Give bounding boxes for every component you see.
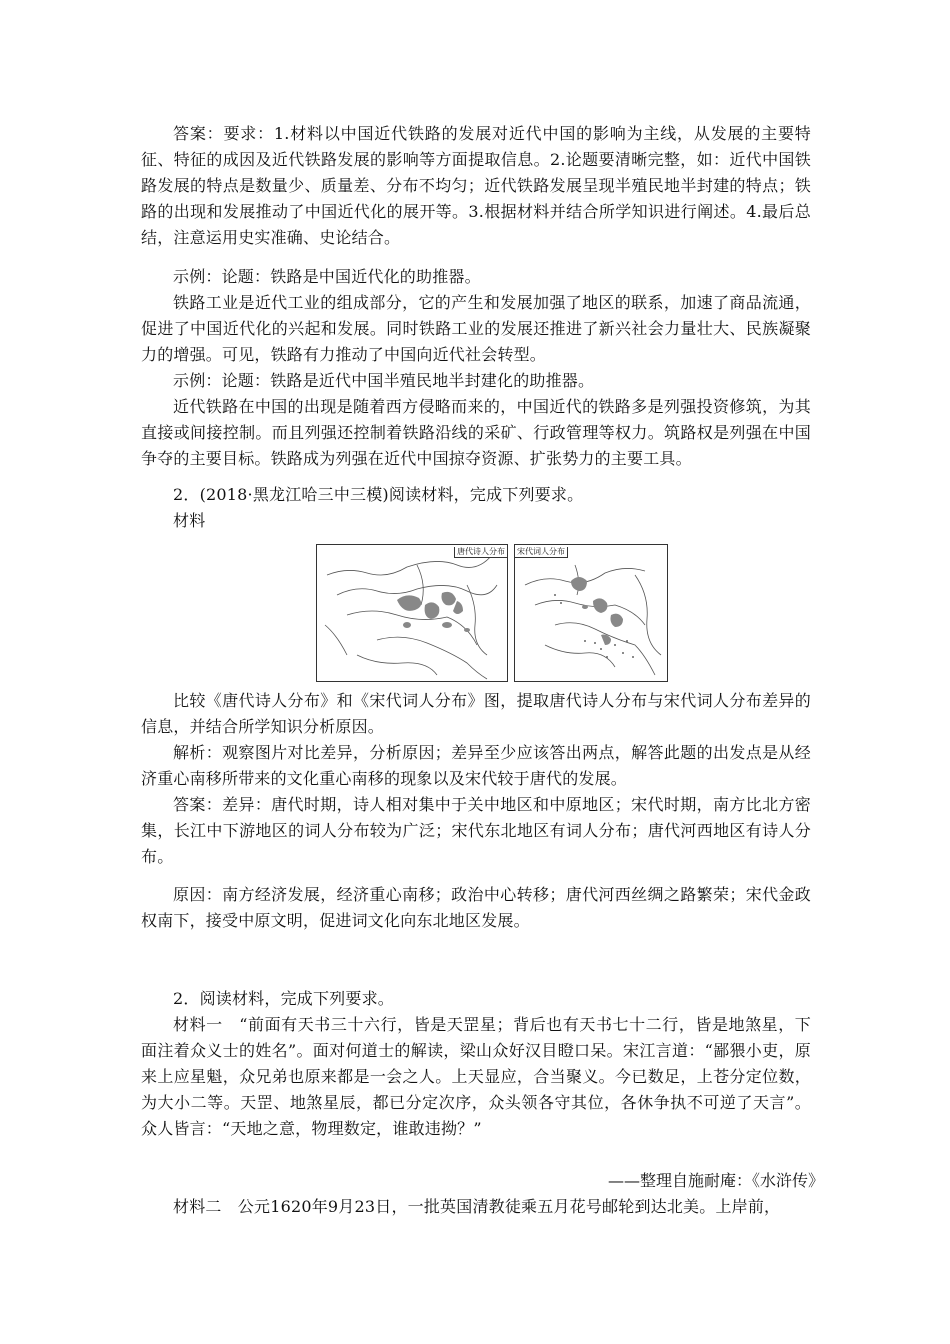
song-map-drawing xyxy=(515,545,668,682)
tang-map-title: 唐代诗人分布 xyxy=(454,547,507,558)
example-1-body: 铁路工业是近代工业的组成部分，它的产生和发展加强了地区的联系，加速了商品流通，促进了中国近代化的兴起和发展。同时铁路工业的发展还推进了新兴社会力量壮大、民族凝聚力的增强。可见，铁路有力推动了中国向近代社会转型。 xyxy=(141,293,811,364)
material-2: 材料二 公元1620年9月23日，一批英国清教徒乘五月花号邮轮到达北美。上岸前， xyxy=(173,1197,781,1216)
song-lyricists-map xyxy=(514,544,668,682)
example-1-thesis: 示例：论题：铁路是中国近代化的助推器。 xyxy=(173,267,481,286)
question-2b-heading: 2．阅读材料，完成下列要求。 xyxy=(173,989,394,1008)
answer-paragraph-2: 答案：差异：唐代时期，诗人相对集中于关中地区和中原地区；宋代时期，南方比北方密集，长江中下游地区的词人分布较为广泛；宋代东北地区有词人分布；唐代河西地区有诗人分布。 xyxy=(141,795,811,866)
answer-paragraph-1: 答案：要求：1.材料以中国近代铁路的发展对近代中国的影响为主线，从发展的主要特征、特征的成因及近代铁路发展的影响等方面提取信息。2.论题要清晰完整，如：近代中国铁路发展的特点是数量少、质量差、分布不均匀；近代铁路发展呈现半殖民地半封建的特点；铁路的出现和发展推动了中国近代化的展开等。3.根据材料并结合所学知识进行阐述。4.最后总结，注意运用史实准确、史论结合。 xyxy=(141,124,811,247)
analysis-paragraph: 解析：观察图片对比差异，分析原因；差异至少应该答出两点，解答此题的出发点是从经济重心南移所带来的文化重心南移的现象以及宋代较于唐代的发展。 xyxy=(141,743,811,788)
tang-poets-map xyxy=(316,544,508,682)
reason-paragraph: 原因：南方经济发展，经济重心南移；政治中心转移；唐代河西丝绸之路繁荣；宋代金政权南下，接受中原文明，促进词文化向东北地区发展。 xyxy=(141,885,811,930)
question-2-body: 比较《唐代诗人分布》和《宋代词人分布》图，提取唐代诗人分布与宋代词人分布差异的信息，并结合所学知识分析原因。 xyxy=(141,691,811,736)
material-label: 材料 xyxy=(173,511,206,530)
example-2-body: 近代铁路在中国的出现是随着西方侵略而来的，中国近代的铁路多是列强投资修筑，为其直接或间接控制。而且列强还控制着铁路沿线的采矿、行政管理等权力。筑路权是列强在中国争夺的主要目标。铁路成为列强在近代中国掠夺资源、扩张势力的主要工具。 xyxy=(141,397,811,468)
question-2-heading: 2．(2018·黑龙江哈三中三模)阅读材料，完成下列要求。 xyxy=(173,485,584,504)
material-1: 材料一 “前面有天书三十六行，皆是天罡星；背后也有天书七十二行，皆是地煞星，下面注着众义士的姓名”。面对何道士的解读，梁山众好汉目瞪口呆。宋江言道：“鄙猥小吏，原来上应星魁，众兄弟也原来都是一会之人。上天显应，合当聚义。今已数足，上苍分定位数，为大小二等。天罡、地煞星辰，都已分定次序，众头领各守其位，各休争执不可逆了天言”。众人皆言：“天地之意，物理数定，谁敢违拗？” xyxy=(141,1015,811,1138)
song-map-title: 宋代词人分布 xyxy=(515,547,568,558)
maps-figure xyxy=(316,544,668,682)
tang-map-drawing xyxy=(317,545,508,682)
example-2-thesis: 示例：论题：铁路是近代中国半殖民地半封建化的助推器。 xyxy=(173,371,595,390)
material-1-source: ——整理自施耐庵：《水浒传》 xyxy=(607,1171,824,1190)
